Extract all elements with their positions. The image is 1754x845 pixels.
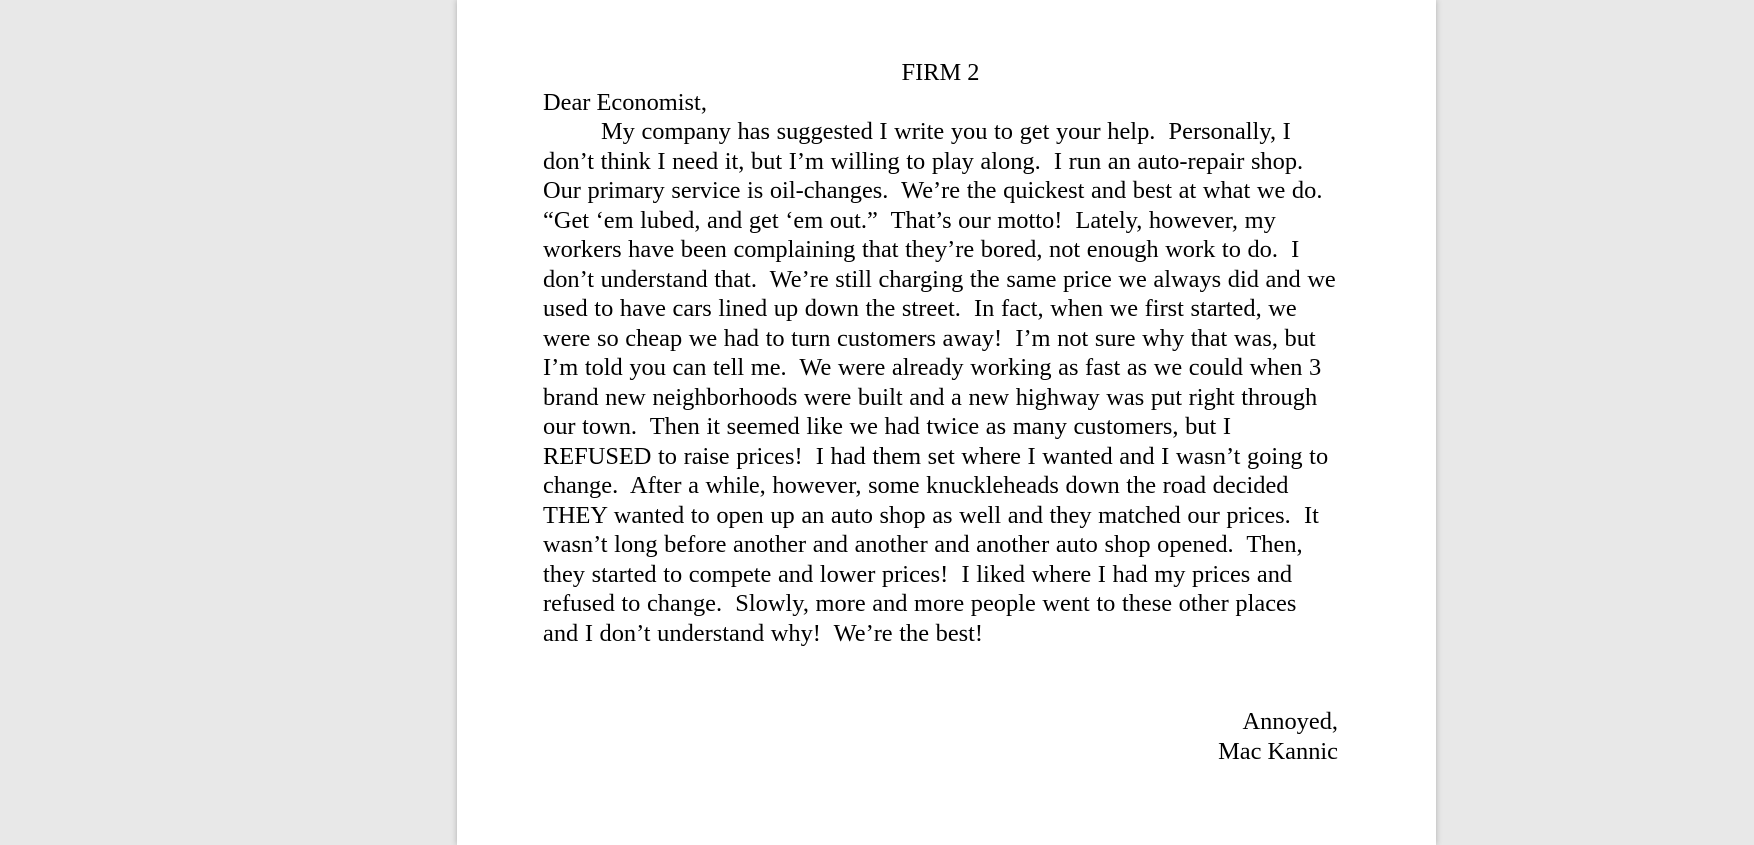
document-page <box>457 0 1436 845</box>
letter-salutation: Dear Economist, <box>543 88 707 116</box>
letter-content <box>543 58 1343 766</box>
letter-title: FIRM 2 <box>901 59 980 86</box>
letter-signature: Mac Kannic <box>1218 737 1338 765</box>
letter-closing: Annoyed, <box>1242 708 1338 735</box>
letter-body: My company has suggested I write you to get your help. Personally, I don’t think I need it, but I’m willing to play along. I run an auto-repair shop. Our primary service is oil-changes. We’re the quickest and best at what we do. “Get ‘em lubed, and get ‘em out.” That’s our motto! Lately, however, my workers have been complaining that they’re bored, not enough work to do. I don’t understand that. We’re still charging the same price we always did and we used to have cars lined up down the street. In fact, when we first started, we were so cheap we had to turn customers away! I’m not sure why that was, but I’m told you can tell me. We were already working as fast as we could when 3 brand new neighborhoods were built and a new highway was put right through our town. Then it seemed like we had twice as many customers, but I REFUSED to raise prices! I had them set where I wanted and I wasn’t going to change. After a while, however, some knuckleheads down the road decided THEY wanted to open up an auto shop as well and they matched our prices. It wasn’t long before another and another and another auto shop opened. Then, they started to compete and lower prices! I liked where I had my prices and refused to change. Slowly, more and more people went to these other places and I don’t understand why! We’re the best! <box>543 118 1343 647</box>
